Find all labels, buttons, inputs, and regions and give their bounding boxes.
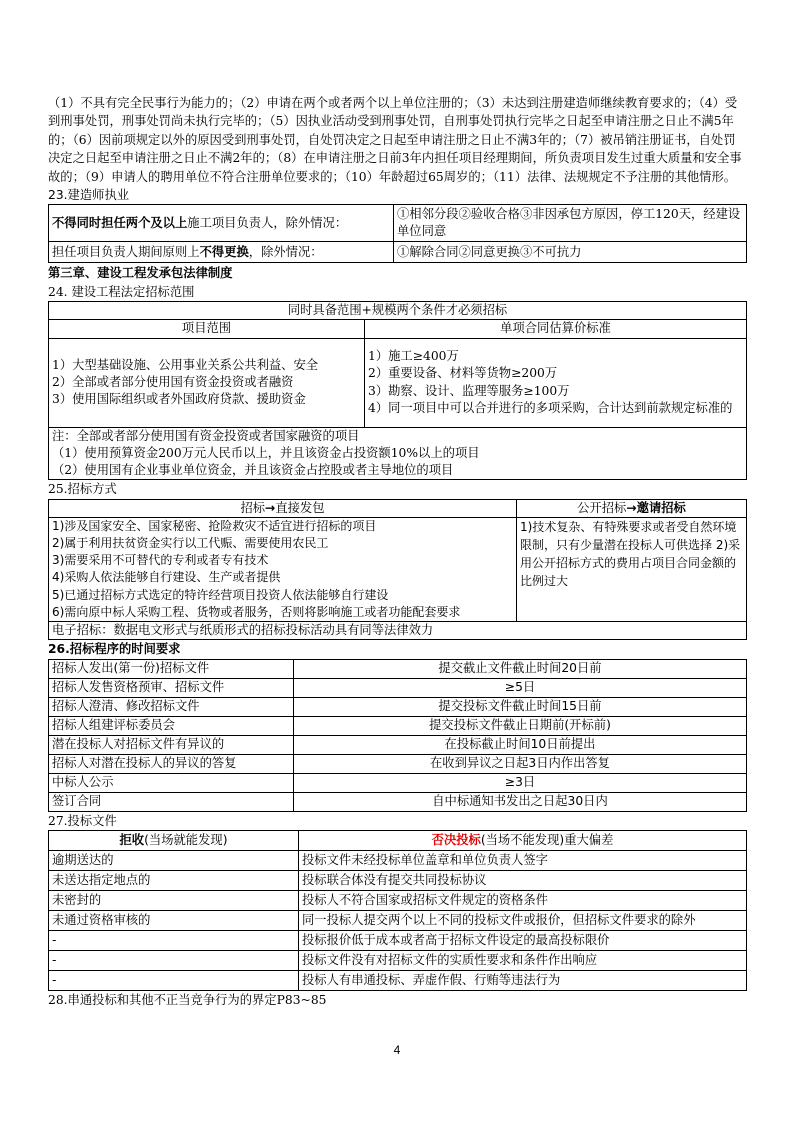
table-row — [49, 242, 747, 263]
table-cell: 未通过资格审核的 — [49, 911, 299, 931]
page-number: 4 — [393, 1043, 401, 1057]
list-item: 2)属于利用扶贫资金实行以工代赈、需要使用农民工 — [52, 536, 329, 551]
table-row — [49, 971, 747, 991]
table-header: 同时具备范围+规模两个条件才必须招标 — [49, 302, 747, 320]
table-cell: 投标联合体没有提交共同投标协议 — [299, 871, 747, 891]
table-cell: 1)技术复杂、有特殊要求或者受自然环境限制，只有少量潜在投标人可供选择 2)采用公开招标方式的费用占项目合同金额的比例过大 — [517, 517, 747, 621]
section-23-title: 23.建造师执业 — [48, 188, 130, 203]
table-cell: 提交投标文件截止时间15日前 — [294, 697, 747, 716]
list-item: 1）施工≥400万 — [368, 349, 459, 364]
table-cell: ≥5日 — [294, 678, 747, 697]
list-item: 6)需向原中标人采购工程、货物或者服务，否则将影响施工或者功能配套要求 — [52, 604, 461, 619]
table-cell: ①解除合同②同意更换③不可抗力 — [394, 242, 747, 263]
table-cell: 潜在投标人对招标文件有异议的 — [49, 735, 294, 754]
list-item: 3)需要采用不可替代的专利或者专有技术 — [52, 553, 269, 568]
table-row — [49, 735, 747, 754]
section-24-table — [48, 301, 747, 480]
table-row — [49, 499, 747, 517]
table-row — [49, 659, 747, 678]
table-cell: 招标人对潜在投标人的异议的答复 — [49, 754, 294, 773]
section-27-table — [48, 830, 747, 991]
table-row — [49, 517, 747, 621]
table-row — [49, 931, 747, 951]
table-cell: 投标人不符合国家或招标文件规定的资格条件 — [299, 891, 747, 911]
section-27-title: 27.投标文件 — [48, 813, 117, 828]
list-item: 2）全部或者部分使用国有资金投资或者融资 — [52, 375, 294, 390]
table-cell — [49, 517, 517, 621]
table-cell: 投标人有串通投标、弄虚作假、行贿等违法行为 — [299, 971, 747, 991]
table-row — [49, 773, 747, 792]
table-cell: 逾期送达的 — [49, 851, 299, 871]
arrow-icon: → — [265, 500, 276, 515]
table-row — [49, 754, 747, 773]
table-row — [49, 678, 747, 697]
table-row — [49, 891, 747, 911]
list-item: 2）重要设备、材料等货物≥200万 — [368, 366, 558, 381]
table-note — [49, 427, 747, 480]
document-page — [48, 94, 746, 1010]
intro-paragraph: （1）不具有完全民事行为能力的；（2）申请在两个或者两个以上单位注册的；（3）未达到注册建造师继续教育要求的；（4）受到刑事处罚，刑事处罚尚未执行完毕的；（5）因执业活动受到刑事处罚，自刑事处罚执行完毕之日起至申请注册之日止不满5年的；（6）因前项规定以外的原因受到刑事处罚，自处罚决定之日起至申请注册之日止不满3年的；（7）被吊销注册证书，自处罚决定之日起至申请注册之日止不满2年的；（8）在申请注册之日前3年内担任项目经理期间，所负责项目发生过重大质量和安全事故的；（9）申请人的聘用单位不符合注册单位要求的；（10）年龄超过65周岁的；（11）法律、法规规定不予注册的其他情形。 — [48, 96, 742, 184]
column-header: 否决投标(当场不能发现)重大偏差 — [299, 831, 747, 851]
table-cell: 未密封的 — [49, 891, 299, 911]
column-header: 公开招标→邀请招标 — [517, 499, 747, 517]
table-cell: 在收到异议之日起3日内作出答复 — [294, 754, 747, 773]
table-cell: ≥3日 — [294, 773, 747, 792]
note-line: 注：全部或者部分使用国有资金投资或者国家融资的项目 — [52, 428, 360, 443]
table-cell: 招标人组建评标委员会 — [49, 716, 294, 735]
table-cell: 在投标截止时间10日前提出 — [294, 735, 747, 754]
list-item: 4）同一项目中可以合并进行的多项采购，合计达到前款规定标准的 — [368, 400, 733, 415]
table-cell: 提交截止文件截止时间20日前 — [294, 659, 747, 678]
section-28-title: 28.串通投标和其他不正当竞争行为的界定P83~85 — [48, 993, 327, 1008]
table-cell: 签订合同 — [49, 792, 294, 811]
table-cell: - — [49, 951, 299, 971]
table-row — [49, 205, 747, 242]
column-header: 项目范围 — [49, 320, 365, 338]
table-cell: 同一投标人提交两个以上不同的投标文件或报价，但招标文件要求的除外 — [299, 911, 747, 931]
table-cell: 投标文件没有对招标文件的实质性要求和条件作出响应 — [299, 951, 747, 971]
table-cell: 招标人发售资格预审、招标文件 — [49, 678, 294, 697]
table-row — [49, 622, 747, 640]
table-cell: ①相邻分段②验收合格③非因承包方原因，停工120天，经建设单位同意 — [394, 205, 747, 242]
list-item: 3）勘察、设计、监理等服务≥100万 — [368, 383, 570, 398]
table-cell: 招标人发出(第一份)招标文件 — [49, 659, 294, 678]
list-item: 5)已通过招标方式选定的特许经营项目投资人依法能够自行建设 — [52, 587, 389, 602]
table-row — [49, 338, 747, 427]
table-row — [49, 911, 747, 931]
list-item: 1）大型基础设施、公用事业关系公共利益、安全 — [52, 357, 319, 372]
list-item: 4)采购人依法能够自行建设、生产或者提供 — [52, 570, 281, 585]
table-row — [49, 716, 747, 735]
table-cell: 自中标通知书发出之日起30日内 — [294, 792, 747, 811]
table-cell: 招标人澄清、修改招标文件 — [49, 697, 294, 716]
column-header: 单项合同估算价标准 — [365, 320, 747, 338]
table-row — [49, 697, 747, 716]
table-row — [49, 871, 747, 891]
table-row — [49, 792, 747, 811]
section-24-title: 24. 建设工程法定招标范围 — [48, 284, 195, 299]
table-cell: 投标报价低于成本或者高于招标文件设定的最高投标限价 — [299, 931, 747, 951]
section-26-title: 26.招标程序的时间要求 — [48, 642, 181, 657]
table-row — [49, 951, 747, 971]
table-cell — [365, 338, 747, 427]
note-line: （2）使用国有企业事业单位资金，并且该资金占控股或者主导地位的项目 — [52, 463, 454, 478]
table-cell: - — [49, 971, 299, 991]
section-23-table — [48, 204, 747, 263]
table-cell: 投标文件未经投标单位盖章和单位负责人签字 — [299, 851, 747, 871]
table-cell: 提交投标文件截止日期前(开标前) — [294, 716, 747, 735]
note-line: （1）使用预算资金200万元人民币以上，并且该资金占投资额10%以上的项目 — [52, 445, 480, 460]
table-row — [49, 831, 747, 851]
table-cell — [49, 338, 365, 427]
table-row — [49, 427, 747, 480]
column-header: 拒收(当场就能发现) — [49, 831, 299, 851]
column-header: 招标→直接发包 — [49, 499, 517, 517]
table-cell: 担任项目负责人期间原则上不得更换，除外情况： — [49, 242, 394, 263]
list-item: 1)涉及国家安全、国家秘密、抢险救灾不适宜进行招标的项目 — [52, 518, 377, 533]
table-footer: 电子招标：数据电文形式与纸质形式的招标投标活动具有同等法律效力 — [49, 622, 747, 640]
section-26-table — [48, 659, 747, 812]
table-cell: - — [49, 931, 299, 951]
table-cell: 中标人公示 — [49, 773, 294, 792]
list-item: 3）使用国际组织或者外国政府贷款、援助资金 — [52, 392, 306, 407]
table-cell: 未送达指定地点的 — [49, 871, 299, 891]
table-row — [49, 851, 747, 871]
chapter-title: 第三章、建设工程发承包法律制度 — [48, 266, 233, 281]
arrow-icon: → — [626, 500, 637, 515]
section-25-title: 25.招标方式 — [48, 482, 117, 497]
section-25-table — [48, 499, 747, 641]
table-row — [49, 320, 747, 338]
table-cell: 不得同时担任两个及以上施工项目负责人，除外情况： — [49, 205, 394, 242]
table-row — [49, 302, 747, 320]
